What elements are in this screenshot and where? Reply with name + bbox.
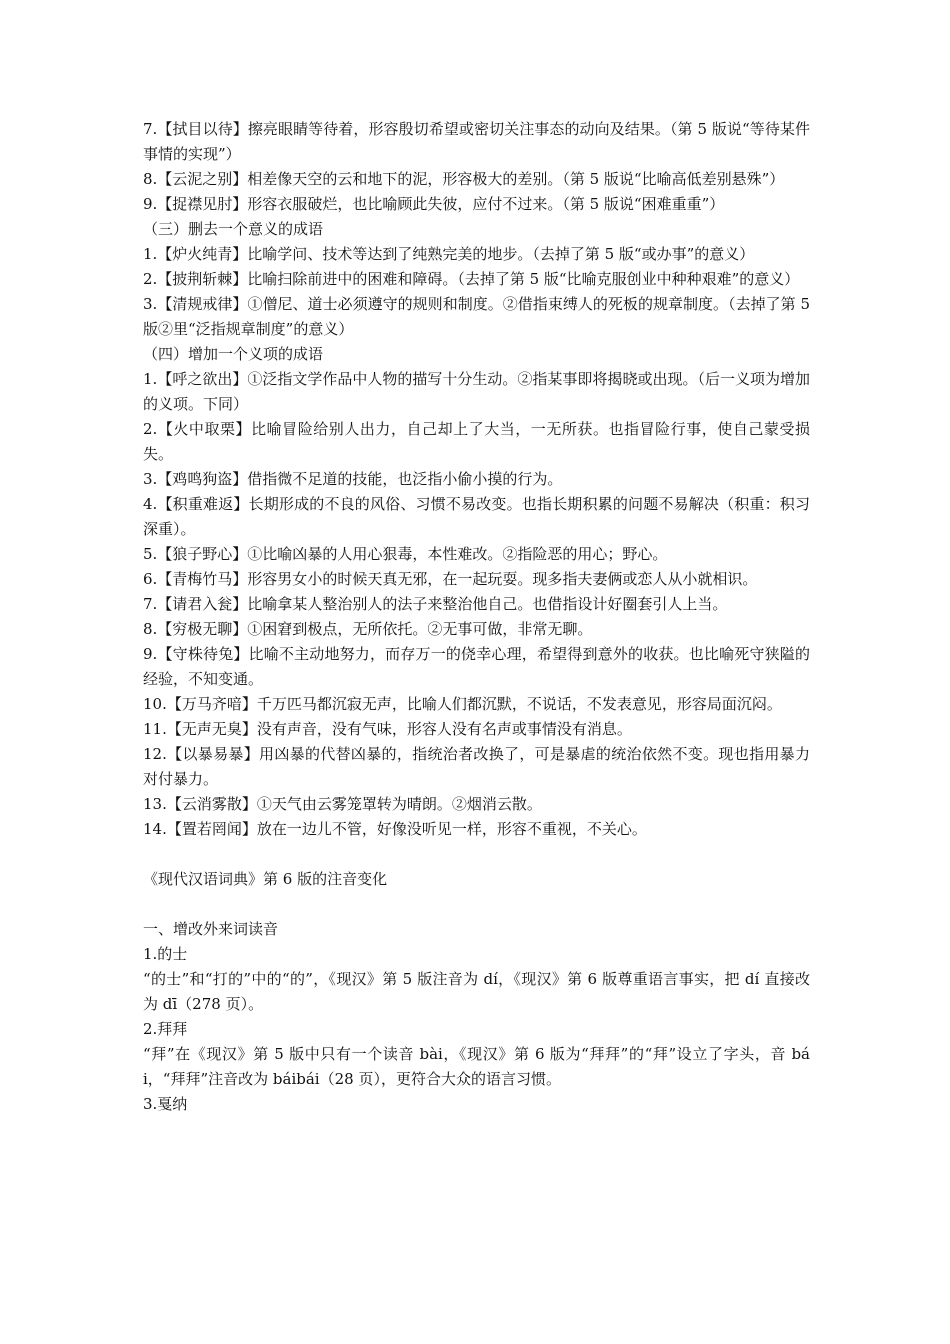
entry-line: 14.【置若罔闻】放在一边儿不管，好像没听见一样，形容不重视，不关心。 — [143, 820, 647, 838]
subsection-heading: 一、增改外来词读音 — [143, 920, 279, 938]
entry-line: 9.【捉襟见肘】形容衣服破烂，也比喻顾此失彼，应付不过来。（第 5 版说“困难重重”） — [143, 195, 725, 213]
item-heading: 2.拜拜 — [143, 1020, 188, 1038]
entry-line: 1.【炉火纯青】比喻学问、技术等达到了纯熟完美的地步。（去掉了第 5 版“或办事”的意义） — [143, 245, 755, 263]
entry-line: 3.【鸡鸣狗盗】借指微不足道的技能，也泛指小偷小摸的行为。 — [143, 470, 563, 488]
paragraph: “拜”在《现汉》第 5 版中只有一个读音 bài，《现汉》第 6 版为“拜拜”的“拜”设立了字头，音 bái，“拜拜”注音改为 báibái（28 页），更符合大众的语言习惯。 — [143, 1045, 810, 1088]
entry-line: 6.【青梅竹马】形容男女小的时候天真无邪，在一起玩耍。现多指夫妻俩或恋人从小就相识。 — [143, 570, 758, 588]
entry-line: 5.【狼子野心】①比喻凶暴的人用心狠毒，本性难改。②指险恶的用心；野心。 — [143, 545, 668, 563]
entry-line: 3.【清规戒律】①僧尼、道士必须遵守的规则和制度。②借指束缚人的死板的规章制度。（去掉了第 5 版②里“泛指规章制度”的意义） — [143, 295, 810, 338]
entry-line: 4.【积重难返】长期形成的不良的风俗、习惯不易改变。也指长期积累的问题不易解决（积重：积习深重）。 — [143, 495, 810, 538]
paragraph: “的士”和“打的”中的“的”，《现汉》第 5 版注音为 dí，《现汉》第 6 版尊重语言事实，把 dí 直接改为 dī（278 页）。 — [143, 970, 810, 1013]
entry-line: 8.【云泥之别】相差像天空的云和地下的泥，形容极大的差别。（第 5 版说“比喻高低差别悬殊”） — [143, 170, 785, 188]
subsection-heading: （三）删去一个意义的成语 — [143, 220, 324, 238]
entry-line: 2.【火中取栗】比喻冒险给别人出力，自己却上了大当，一无所获。也指冒险行事，使自己蒙受损失。 — [143, 420, 810, 463]
entry-line: 7.【拭目以待】擦亮眼睛等待着，形容殷切希望或密切关注事态的动向及结果。（第 5 版说“等待某件事情的实现”） — [143, 120, 810, 163]
document-page — [143, 117, 810, 1117]
item-heading: 1.的士 — [143, 945, 188, 963]
entry-line: 13.【云消雾散】①天气由云雾笼罩转为晴朗。②烟消云散。 — [143, 795, 542, 813]
entry-line: 8.【穷极无聊】①困窘到极点，无所依托。②无事可做，非常无聊。 — [143, 620, 593, 638]
paragraph-spacer — [143, 892, 810, 917]
entry-line: 2.【披荆斩棘】比喻扫除前进中的困难和障碍。（去掉了第 5 版“比喻克服创业中种种艰难”的意义） — [143, 270, 800, 288]
item-heading: 3.戛纳 — [143, 1095, 188, 1113]
entry-line: 12.【以暴易暴】用凶暴的代替凶暴的，指统治者改换了，可是暴虐的统治依然不变。现也指用暴力对付暴力。 — [143, 745, 810, 788]
subsection-heading: （四）增加一个义项的成语 — [143, 345, 324, 363]
entry-line: 11.【无声无臭】没有声音，没有气味，形容人没有名声或事情没有消息。 — [143, 720, 632, 738]
section-title: 《现代汉语词典》第 6 版的注音变化 — [143, 870, 388, 888]
paragraph-spacer — [143, 842, 810, 867]
entry-line: 10.【万马齐喑】千万匹马都沉寂无声，比喻人们都沉默，不说话，不发表意见，形容局面沉闷。 — [143, 695, 782, 713]
entry-line: 1.【呼之欲出】①泛指文学作品中人物的描写十分生动。②指某事即将揭晓或出现。（后一义项为增加的义项。下同） — [143, 370, 810, 413]
entry-line: 7.【请君入瓮】比喻拿某人整治别人的法子来整治他自己。也借指设计好圈套引人上当。 — [143, 595, 728, 613]
entry-line: 9.【守株待兔】比喻不主动地努力，而存万一的侥幸心理，希望得到意外的收获。也比喻死守狭隘的经验，不知变通。 — [143, 645, 810, 688]
